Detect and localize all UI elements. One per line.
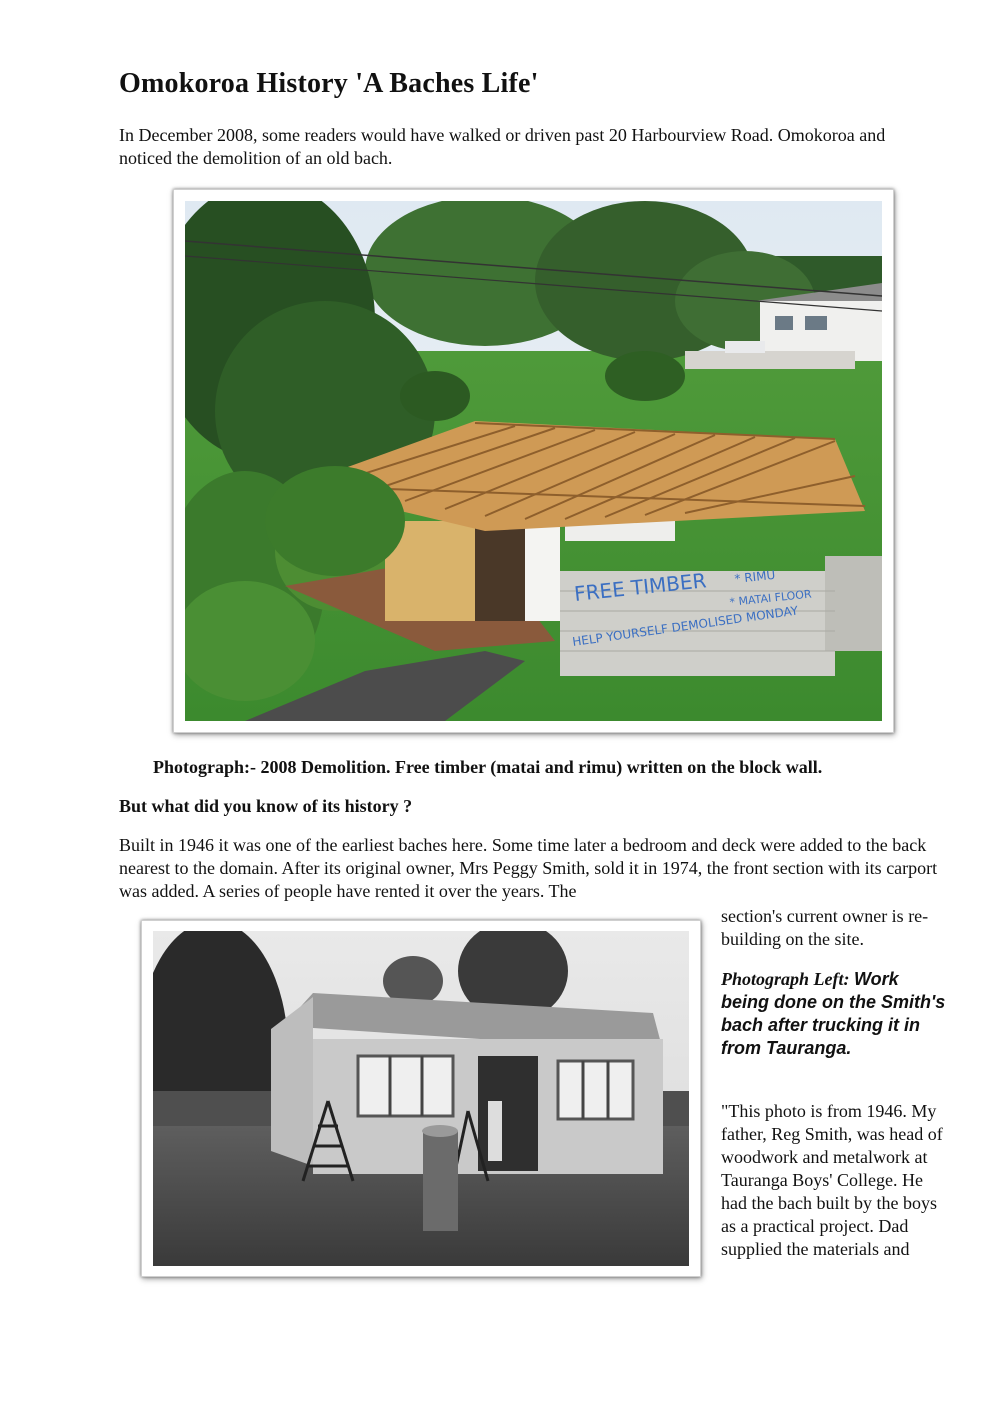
bach-1946-photo [141, 920, 701, 1277]
wall-text-rimu: * RIMU [733, 567, 776, 586]
demolition-photo [173, 189, 894, 733]
wall-text-help-yourself: HELP YOURSELF DEMOLISED MONDAY [571, 603, 799, 649]
smith-quote: "This photo is from 1946. My father, Reg Smith, was head of woodwork and metalwork at Tauranga Boys' College. He had the bach built by the boys as a practical project. Dad supplied the materials and [721, 1101, 943, 1259]
demolition-photo-caption: Photograph:- 2008 Demolition. Free timber (matai and rimu) written on the block wall. [153, 757, 823, 777]
history-question: But what did you know of its history ? [119, 796, 413, 816]
intro-paragraph: In December 2008, some readers would have walked or driven past 20 Harbourview Road. Omokoroa and noticed the demolition of an old bach. [119, 125, 886, 168]
history-paragraph-continued: section's current owner is re-building on the site. [721, 906, 929, 949]
caption-lead: Photograph Left: [721, 969, 850, 989]
wall-text-matai: * MATAI FLOOR [728, 587, 813, 609]
page-title: Omokoroa History 'A Baches Life' [119, 68, 539, 99]
caption-rest: Work being done on the Smith's bach after trucking it in from Tauranga. [721, 969, 946, 1058]
bach-1946-photo-caption [721, 968, 951, 1060]
history-paragraph: Built in 1946 it was one of the earliest baches here. Some time later a bedroom and deck were added to the back nearest to the domain. After its original owner, Mrs Peggy Smith, sold it in 1974, the front section with its carport was added. A series of people have rented it over the years. The [119, 835, 938, 901]
wall-text-free-timber: FREE TIMBER [573, 568, 708, 606]
